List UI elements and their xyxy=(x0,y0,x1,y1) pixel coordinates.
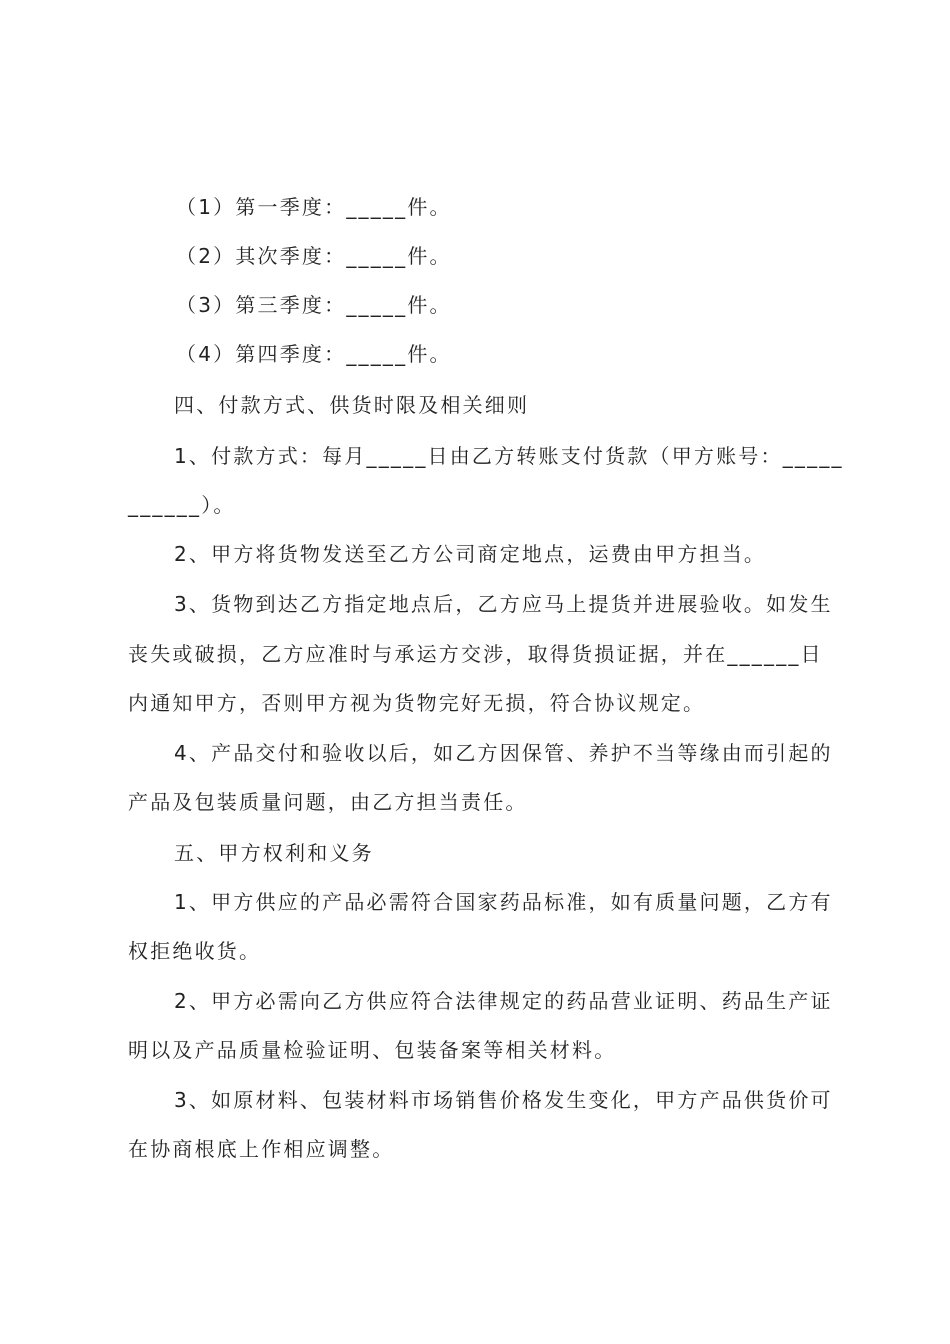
s4-clause3-line2: 丧失或破损，乙方应准时与承运方交涉，取得货损证据，并在______日 xyxy=(128,642,823,666)
s5-clause1-line2: 权拒绝收货。 xyxy=(128,939,262,963)
s4-clause3-line1: 3、货物到达乙方指定地点后，乙方应马上提货并进展验收。如发生 xyxy=(174,592,833,616)
quarter-3-line: （3）第三季度：_____件。 xyxy=(176,293,452,317)
s5-clause3-line1: 3、如原材料、包装材料市场销售价格发生变化，甲方产品供货价可 xyxy=(174,1088,833,1112)
s4-clause2-line1: 2、甲方将货物发送至乙方公司商定地点，运费由甲方担当。 xyxy=(174,542,767,566)
s4-clause1-line2: ______）。 xyxy=(128,493,236,517)
section-4-heading: 四、付款方式、供货时限及相关细则 xyxy=(174,393,530,417)
quarter-2-line: （2）其次季度：_____件。 xyxy=(176,244,452,268)
s4-clause4-line1: 4、产品交付和验收以后，如乙方因保管、养护不当等缘由而引起的 xyxy=(174,741,833,765)
quarter-4-line: （4）第四季度：_____件。 xyxy=(176,342,452,366)
s5-clause3-line2: 在协商根底上作相应调整。 xyxy=(128,1137,395,1161)
s4-clause3-line3: 内通知甲方，否则甲方视为货物完好无损，符合协议规定。 xyxy=(128,691,706,715)
quarter-1-line: （1）第一季度：_____件。 xyxy=(176,195,452,219)
s5-clause1-line1: 1、甲方供应的产品必需符合国家药品标准，如有质量问题，乙方有 xyxy=(174,890,833,914)
section-5-heading: 五、甲方权利和义务 xyxy=(174,841,374,865)
s4-clause4-line2: 产品及包装质量问题，由乙方担当责任。 xyxy=(128,790,528,814)
s4-clause1-line1: 1、付款方式：每月_____日由乙方转账支付货款（甲方账号：_____ xyxy=(174,444,844,468)
s5-clause2-line2: 明以及产品质量检验证明、包装备案等相关材料。 xyxy=(128,1038,617,1062)
s5-clause2-line1: 2、甲方必需向乙方供应符合法律规定的药品营业证明、药品生产证 xyxy=(174,989,833,1013)
